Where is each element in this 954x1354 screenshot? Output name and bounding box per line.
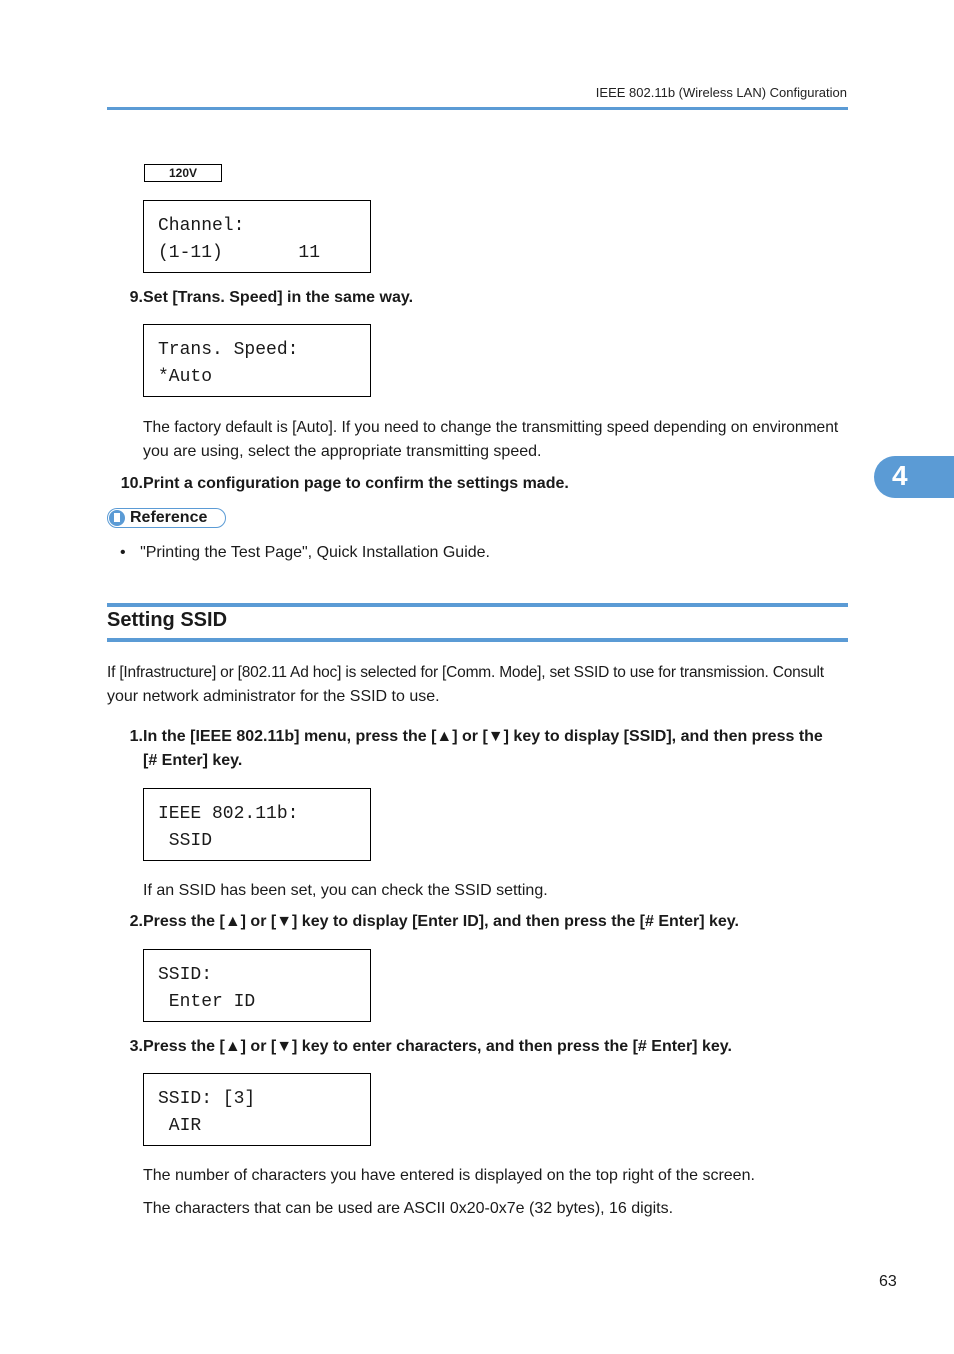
lcd-line: IEEE 802.11b:: [158, 804, 299, 824]
section-rule-top: [107, 603, 848, 607]
ssid-step-3-note-1: The number of characters you have entered is displayed on the top right of the screen.: [143, 1167, 755, 1184]
step-number: 10.: [120, 475, 143, 492]
section-title: Setting SSID: [107, 609, 228, 631]
lcd-line: SSID: [158, 831, 213, 851]
note-line: you are using, select the appropriate transmitting speed.: [143, 443, 542, 460]
section-rule-bottom: [107, 638, 848, 642]
section-intro: [107, 661, 852, 709]
running-header: IEEE 802.11b (Wireless LAN) Configuration: [595, 85, 847, 100]
step-text: Print a configuration page to confirm the settings made.: [143, 475, 569, 492]
step-10: [107, 475, 847, 497]
ssid-step-2: [107, 913, 847, 935]
step-number: 9.: [129, 289, 143, 306]
step-number: 2.: [129, 913, 143, 930]
ssid-step-1: [107, 728, 847, 776]
step-number: 3.: [129, 1038, 143, 1055]
step-text: In the [IEEE 802.11b] menu, press the [▲] or [▼] key to display [SSID], and then press the: [143, 728, 823, 745]
lcd-line: AIR: [158, 1116, 202, 1136]
page-number: 63: [879, 1273, 897, 1290]
step-text: Press the [▲] or [▼] key to display [Enter ID], and then press the [# Enter] key.: [143, 913, 739, 930]
lcd-screen-enter-id: [143, 949, 371, 1022]
step-9: [107, 289, 847, 311]
lcd-line: SSID:: [158, 965, 213, 985]
reference-text: Reference: [130, 509, 208, 526]
voltage-badge: 120V: [144, 164, 222, 182]
lcd-line: Enter ID: [158, 992, 256, 1012]
note-line: The factory default is [Auto]. If you need to change the transmitting speed depending on environment: [143, 419, 839, 436]
bullet-icon: •: [120, 544, 126, 561]
chapter-tab: [874, 456, 954, 498]
lcd-line: Channel:: [158, 216, 245, 236]
ssid-step-3-note-2: The characters that can be used are ASCII 0x20-0x7e (32 bytes), 16 digits.: [143, 1200, 674, 1217]
lcd-screen-trans-speed: [143, 324, 371, 397]
chapter-number: 4: [892, 460, 908, 491]
step-text: Set [Trans. Speed] in the same way.: [143, 289, 414, 306]
reference-icon: [109, 510, 125, 526]
step-number: 1.: [129, 728, 143, 745]
intro-line: your network administrator for the SSID to use.: [107, 688, 440, 705]
lcd-line: (1-11) 11: [158, 243, 321, 263]
step-text-continued: [# Enter] key.: [143, 752, 243, 769]
reference-link-text: "Printing the Test Page", Quick Installation Guide.: [140, 544, 490, 561]
lcd-line: SSID: [3]: [158, 1089, 256, 1109]
lcd-line: Trans. Speed:: [158, 340, 299, 360]
lcd-line: *Auto: [158, 367, 213, 387]
reference-bullet: [120, 541, 490, 565]
lcd-screen-ieee-ssid: [143, 788, 371, 861]
step-text: Press the [▲] or [▼] key to enter characters, and then press the [# Enter] key.: [143, 1038, 732, 1055]
lcd-screen-ssid-air: [143, 1073, 371, 1146]
reference-label: [107, 508, 226, 528]
header-rule: [107, 107, 848, 110]
step-9-note: [143, 416, 848, 464]
lcd-screen-channel: [143, 200, 371, 273]
ssid-step-3: [107, 1038, 847, 1060]
ssid-step-1-note: If an SSID has been set, you can check the SSID setting.: [143, 882, 548, 899]
intro-line: If [Infrastructure] or [802.11 Ad hoc] is selected for [Comm. Mode], set SSID to use for transmission. Consult: [107, 664, 824, 681]
